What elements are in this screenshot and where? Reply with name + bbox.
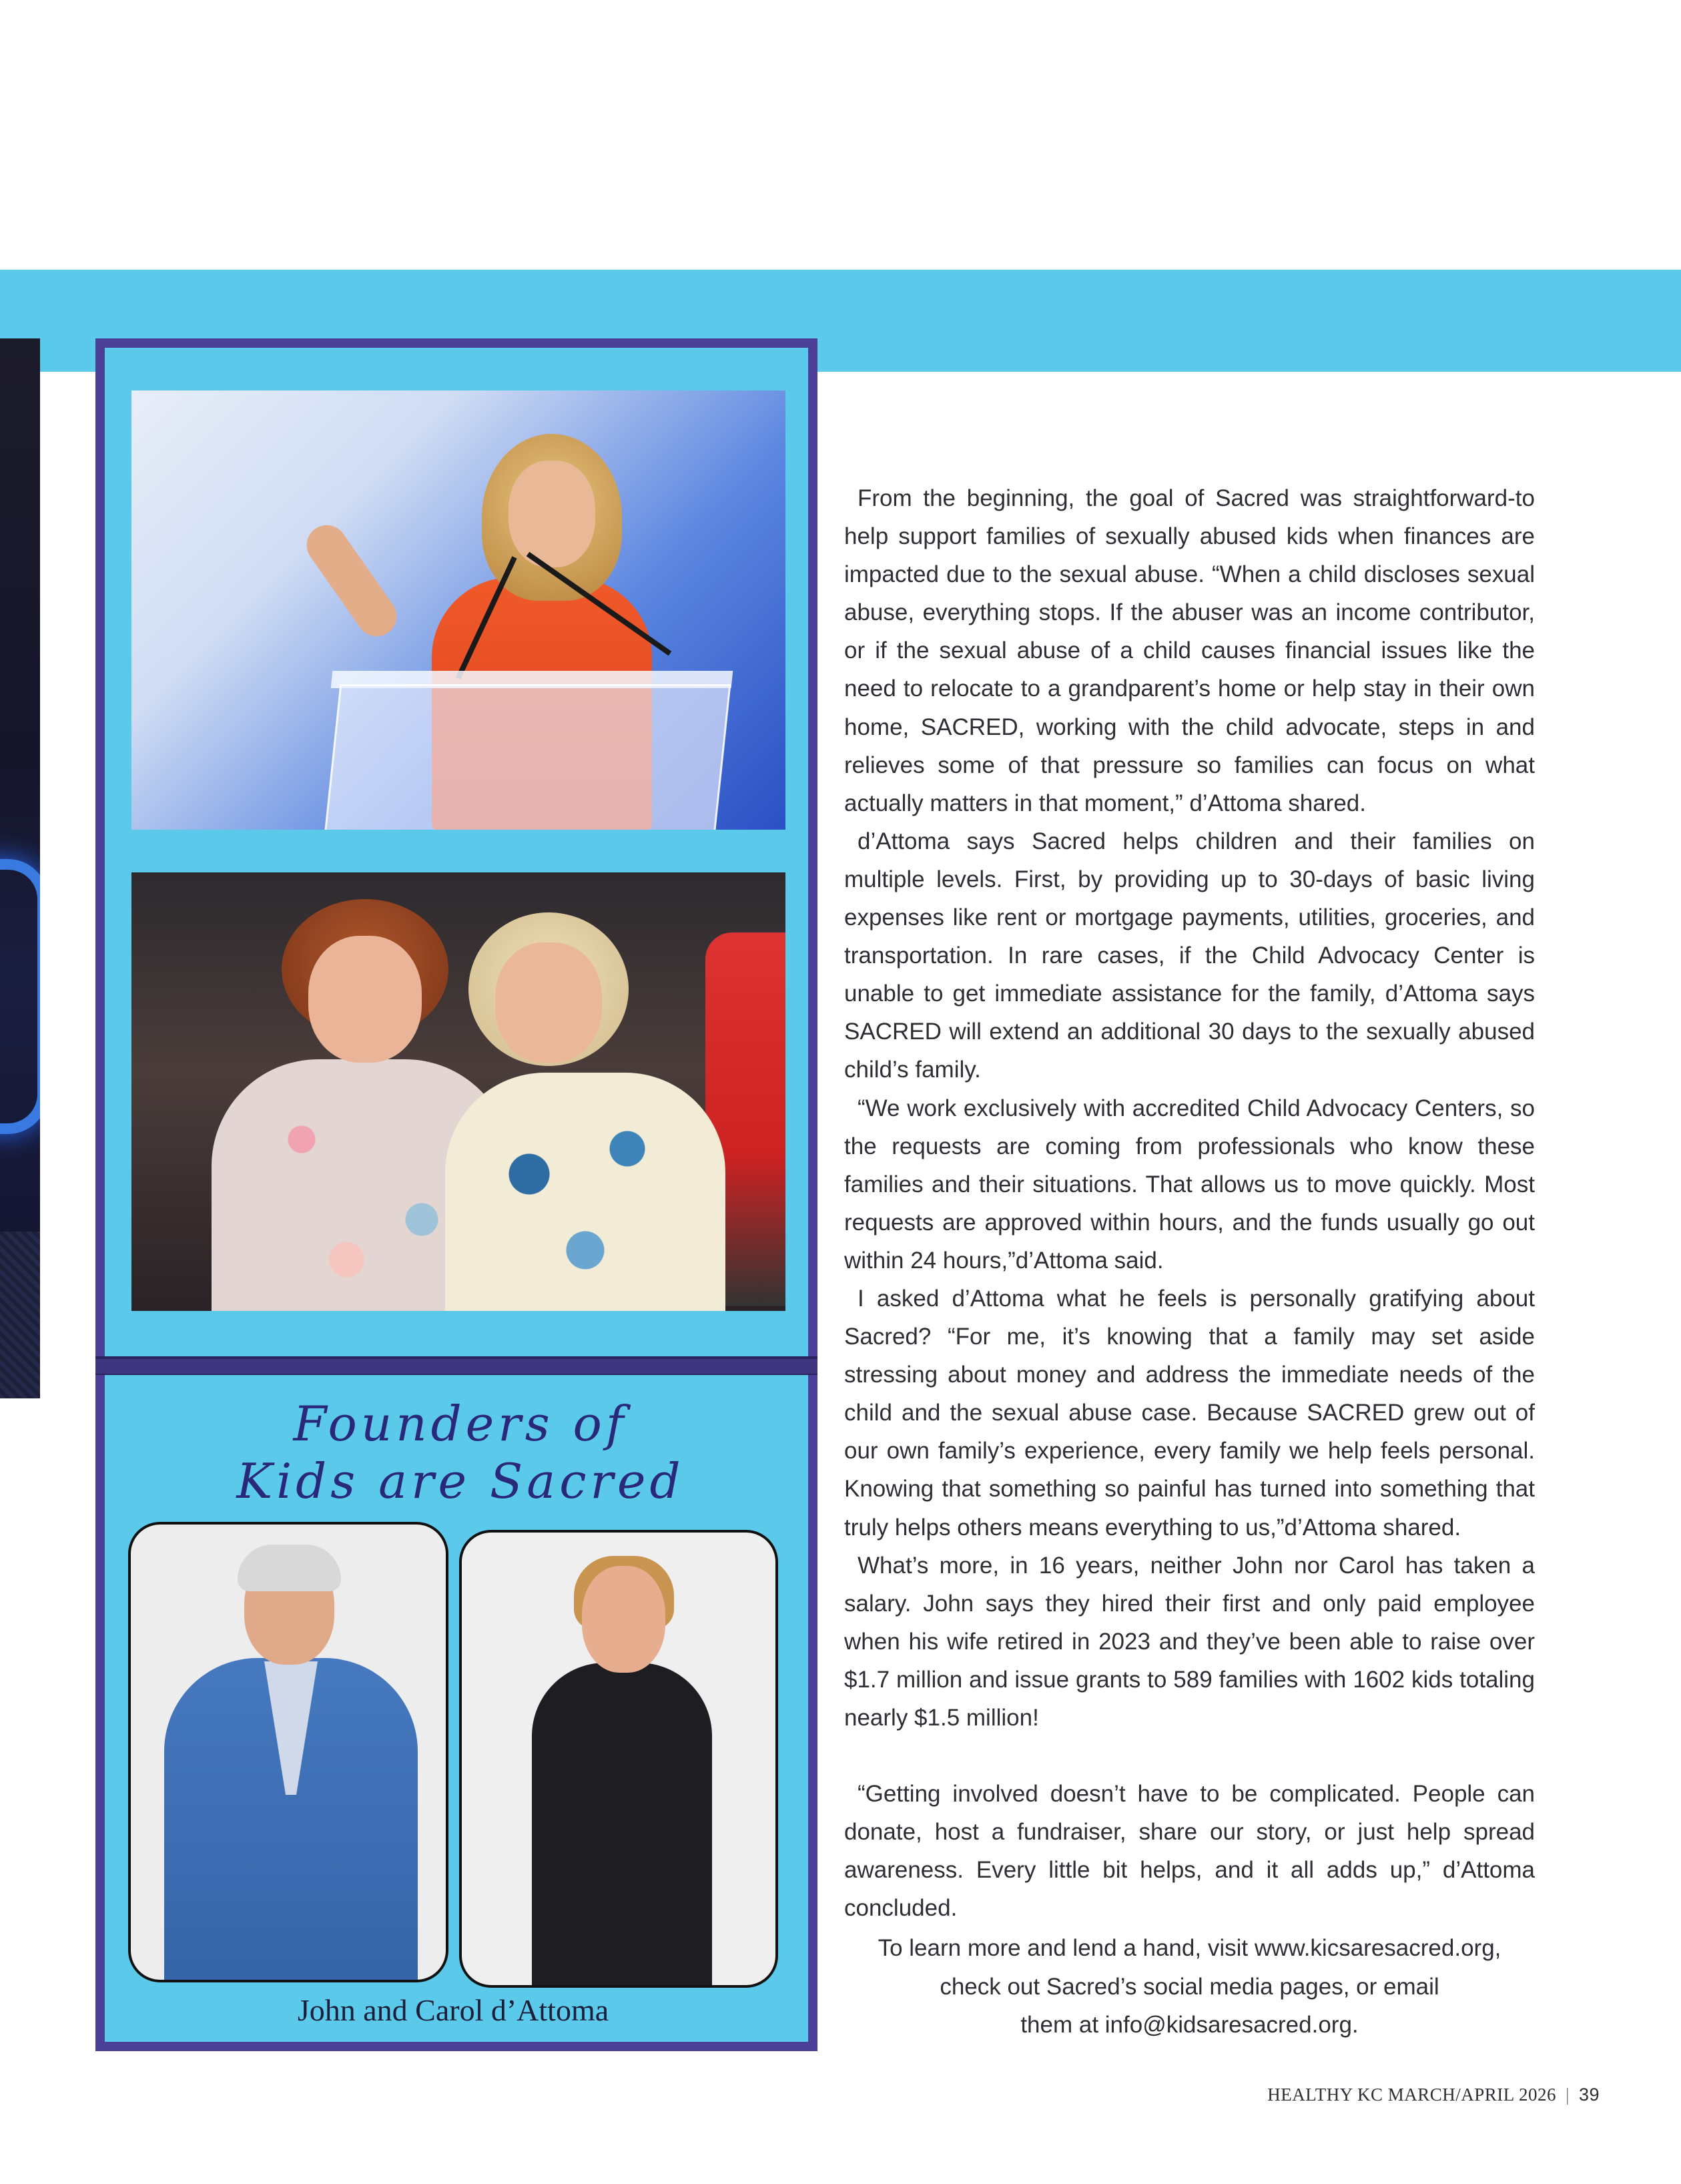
- publication-name: HEALTHY KC MARCH/APRIL 2026: [1267, 2085, 1557, 2105]
- article-body: [844, 479, 1535, 1927]
- page-number: 39: [1578, 2085, 1600, 2105]
- speaker-raised-hand: [299, 517, 404, 644]
- carol-black-dress: [532, 1663, 712, 1988]
- article-paragraph: d’Attoma says Sacred helps children and their families on multiple levels. First, by providing up to 30-days of basic living expenses like rent or mortgage payments, utilities, groceries, and transportation. In rare cases, if the Child Advocacy Center is unable to get immediate assistance for the family, d’Attoma says SACRED will extend an additional 30 days to the sexually abused child’s family.: [844, 828, 1535, 1083]
- founders-headline: [200, 1395, 721, 1510]
- page-footer: [1253, 2085, 1600, 2105]
- article-paragraph: “Getting involved doesn’t have to be complicated. People can donate, host a fundraiser, share our story, or just help spread awareness. Every little bit helps, and it all adds up,” d’Attoma concluded.: [844, 1781, 1535, 1922]
- carol-portrait: [459, 1530, 778, 1988]
- call-to-action-line: To learn more and lend a hand, visit www.kicsaresacred.org,: [878, 1935, 1501, 1961]
- article-paragraph: What’s more, in 16 years, neither John nor Carol has taken a salary. John says they hired their first and only paid employee when his wife retired in 2023 and they’ve been able to raise over $1.7 million and issue grants to 589 families with 1602 kids totaling nearly $1.5 million!: [844, 1552, 1535, 1731]
- call-to-action-line: them at info@kidsaresacred.org.: [1020, 2012, 1359, 2038]
- woman-right-face: [495, 942, 602, 1063]
- article-paragraph: I asked d’Attoma what he feels is personally gratifying about Sacred? “For me, it’s knowing that a family may set aside stressing about money and address the immediate needs of the child and the sexual abuse case. Because SACRED grew out of our own family’s experience, every family we help feels personal. Knowing that something so painful has turned into something that truly helps others means everything to us,”d’Attoma shared.: [844, 1285, 1535, 1541]
- call-to-action-line: check out Sacred’s social media pages, or email: [940, 1973, 1439, 2000]
- floral-dress-right: [445, 1073, 725, 1311]
- call-to-action: [844, 1929, 1535, 2044]
- carol-face: [582, 1566, 665, 1673]
- john-portrait: [128, 1522, 448, 1982]
- article-paragraph: From the beginning, the goal of Sacred was straightforward-to help support families of sexually abused kids when finances are impacted due to the sexual abuse. “When a child discloses sexual abuse, everything stops. If the abuser was an income contributor, or if the sexual abuse of a child causes financial issues like the need to relocate to a grandparent’s home or help stay in their own home, SACRED, working with the child advocate, steps in and relieves some of that pressure so families can focus on what actually matters in that moment,” d’Attoma shared.: [844, 485, 1535, 816]
- footer-separator: |: [1566, 2085, 1570, 2105]
- acrylic-podium: [324, 684, 731, 830]
- neon-glow-shape: [0, 859, 40, 1134]
- woman-left-face: [308, 936, 422, 1063]
- founders-headline-line2: Kids are Sacred: [236, 1453, 685, 1509]
- founders-caption: John and Carol d’Attoma: [297, 1993, 609, 2027]
- two-women-at-gala-photo: [131, 872, 785, 1311]
- article-paragraph: “We work exclusively with accredited Child Advocacy Centers, so the requests are coming from professionals who know these families and their situations. That allows us to move quickly. Most requests are approved within hours, and the funds usually go out within 24 hours,”d’Attoma said.: [844, 1095, 1535, 1274]
- founders-headline-line1: Founders of: [293, 1396, 628, 1452]
- speaker-at-podium-photo: [131, 390, 785, 830]
- speaker-face: [509, 461, 595, 567]
- sidebar-divider: [95, 1356, 817, 1376]
- facing-page-photo: [0, 338, 40, 1398]
- carpet-pattern: [0, 1232, 40, 1398]
- john-hair: [238, 1545, 341, 1591]
